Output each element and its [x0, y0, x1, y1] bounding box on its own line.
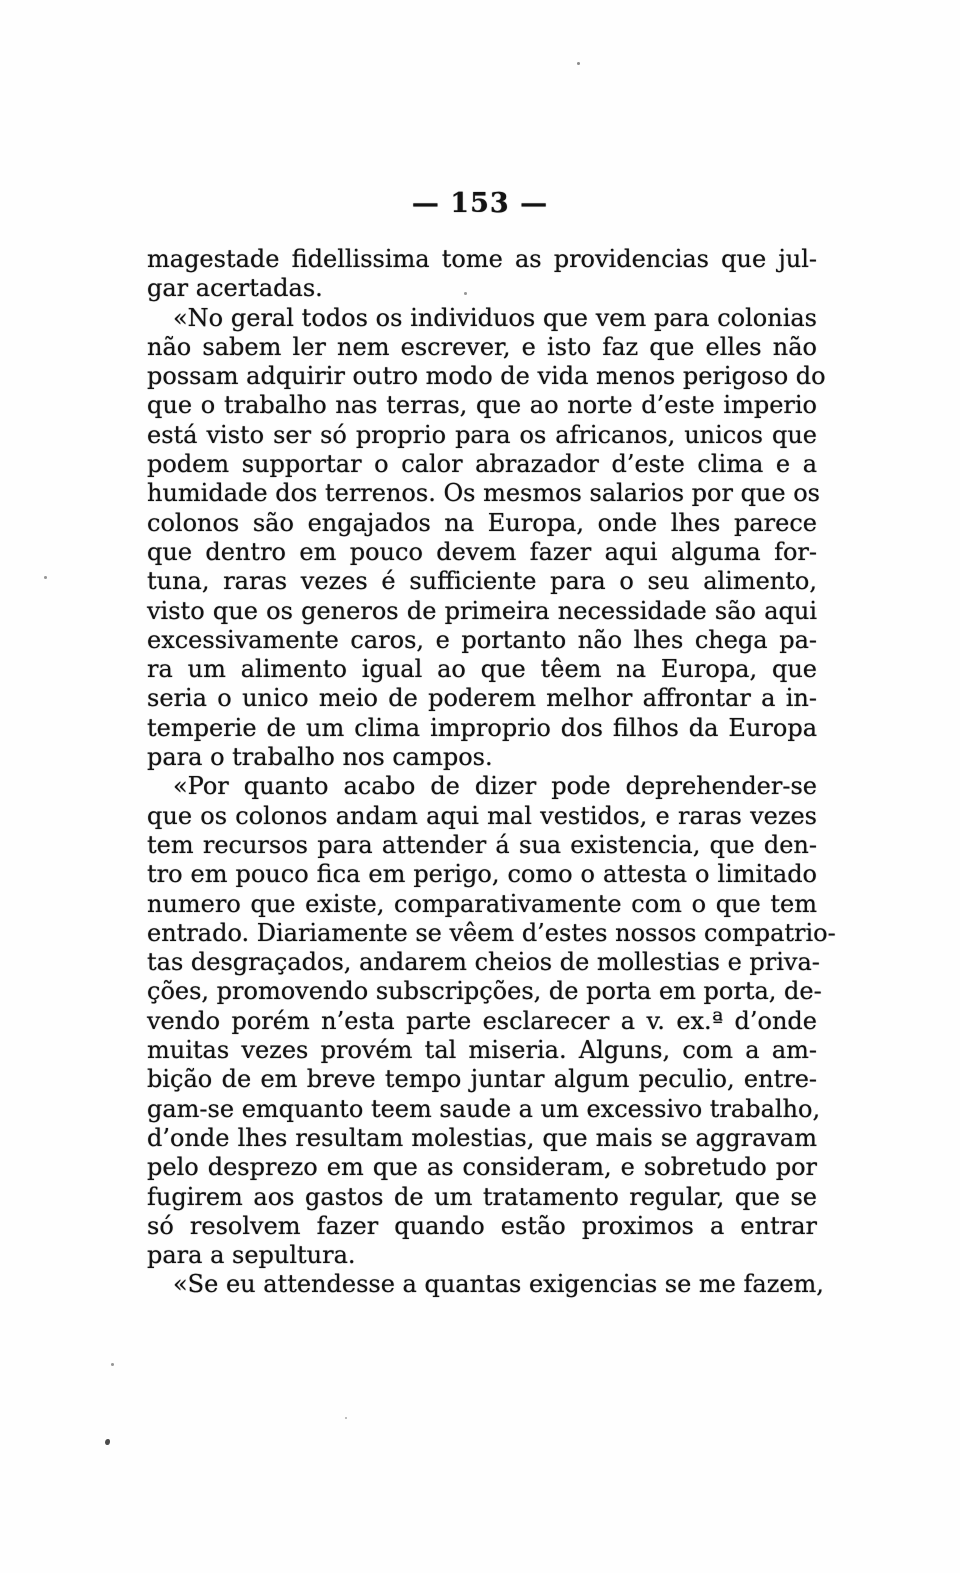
text-line: tro em pouco fica em perigo, como o attesta o limitado: [147, 860, 817, 889]
scan-speck: [345, 1417, 347, 1419]
text-line: «Se eu attendesse a quantas exigencias se me fazem,: [173, 1270, 824, 1299]
text-line: temperie de um clima improprio dos filhos da Europa: [147, 713, 817, 742]
text-line: que os colonos andam aqui mal vestidos, e raras vezes: [147, 801, 817, 830]
text-line: não sabem ler nem escrever, e isto faz que elles não: [147, 332, 817, 361]
paragraph: [147, 772, 836, 1270]
text-line: para o trabalho nos campos.: [147, 743, 493, 772]
text-line: vendo porém n’esta parte esclarecer a v. ex.ª d’onde: [147, 1006, 817, 1035]
text-line: bição de em breve tempo juntar algum peculio, entre-: [147, 1065, 817, 1094]
text-line: pelo desprezo em que as consideram, e sobretudo por: [147, 1153, 817, 1182]
scan-speck: [111, 1363, 114, 1366]
text-line: para a sepultura.: [147, 1241, 356, 1270]
text-line: entrado. Diariamente se vêem d’estes nossos compatrio-: [147, 918, 836, 947]
text-line: «Por quanto acabo de dizer pode deprehender-se: [173, 772, 817, 801]
text-line: ções, promovendo subscripções, de porta em porta, de-: [147, 977, 822, 1006]
text-line: tuna, raras vezes é sufficiente para o seu alimento,: [147, 567, 817, 596]
text-line: tas desgraçados, andarem cheios de mollestias e priva-: [147, 948, 820, 977]
text-line: fugirem aos gastos de um tratamento regular, que se: [147, 1182, 817, 1211]
text-line: que dentro em pouco devem fazer aqui alguma for-: [147, 537, 817, 566]
text-line: visto que os generos de primeira necessidade são aqui: [147, 596, 817, 625]
paragraph: [147, 245, 817, 304]
page-number: — 153 —: [411, 188, 549, 219]
text-line: podem supportar o calor abrazador d’este clima e a: [147, 450, 817, 479]
text-line: seria o unico meio de poderem melhor affrontar a in-: [147, 684, 817, 713]
text-line: que o trabalho nas terras, que ao norte d’este imperio: [147, 391, 817, 420]
text-line: está visto ser só proprio para os africanos, unicos que: [147, 420, 817, 449]
text-line: d’onde lhes resultam molestias, que mais se aggravam: [147, 1123, 817, 1152]
text-line: possam adquirir outro modo de vida menos perigoso do: [147, 362, 826, 391]
text-line: numero que existe, comparativamente com o que tem: [147, 889, 817, 918]
text-line: colonos são engajados na Europa, onde lhes parece: [147, 508, 817, 537]
paragraph: [147, 1270, 824, 1299]
text-line: ra um alimento igual ao que têem na Europa, que: [147, 655, 817, 684]
text-line: tem recursos para attender á sua existencia, que den-: [147, 830, 817, 859]
scan-speck: [577, 62, 580, 65]
text-line: só resolvem fazer quando estão proximos a entrar: [147, 1211, 817, 1240]
scan-speck: [44, 576, 47, 579]
text-block: [147, 245, 836, 1300]
text-line: «No geral todos os individuos que vem para colonias: [173, 303, 817, 332]
scan-speck: [464, 292, 467, 295]
text-line: gam-se emquanto teem saude a um excessivo trabalho,: [147, 1094, 821, 1123]
text-line: magestade fidellissima tome as providencias que jul-: [147, 245, 817, 273]
text-line: excessivamente caros, e portanto não lhes chega pa-: [147, 625, 817, 654]
text-line: humidade dos terrenos. Os mesmos salarios por que os: [147, 479, 820, 508]
paragraph: [147, 303, 826, 773]
scan-speck: [105, 1439, 110, 1445]
text-line: gar acertadas.: [147, 274, 323, 303]
text-line: muitas vezes provém tal miseria. Alguns, com a am-: [147, 1036, 817, 1065]
